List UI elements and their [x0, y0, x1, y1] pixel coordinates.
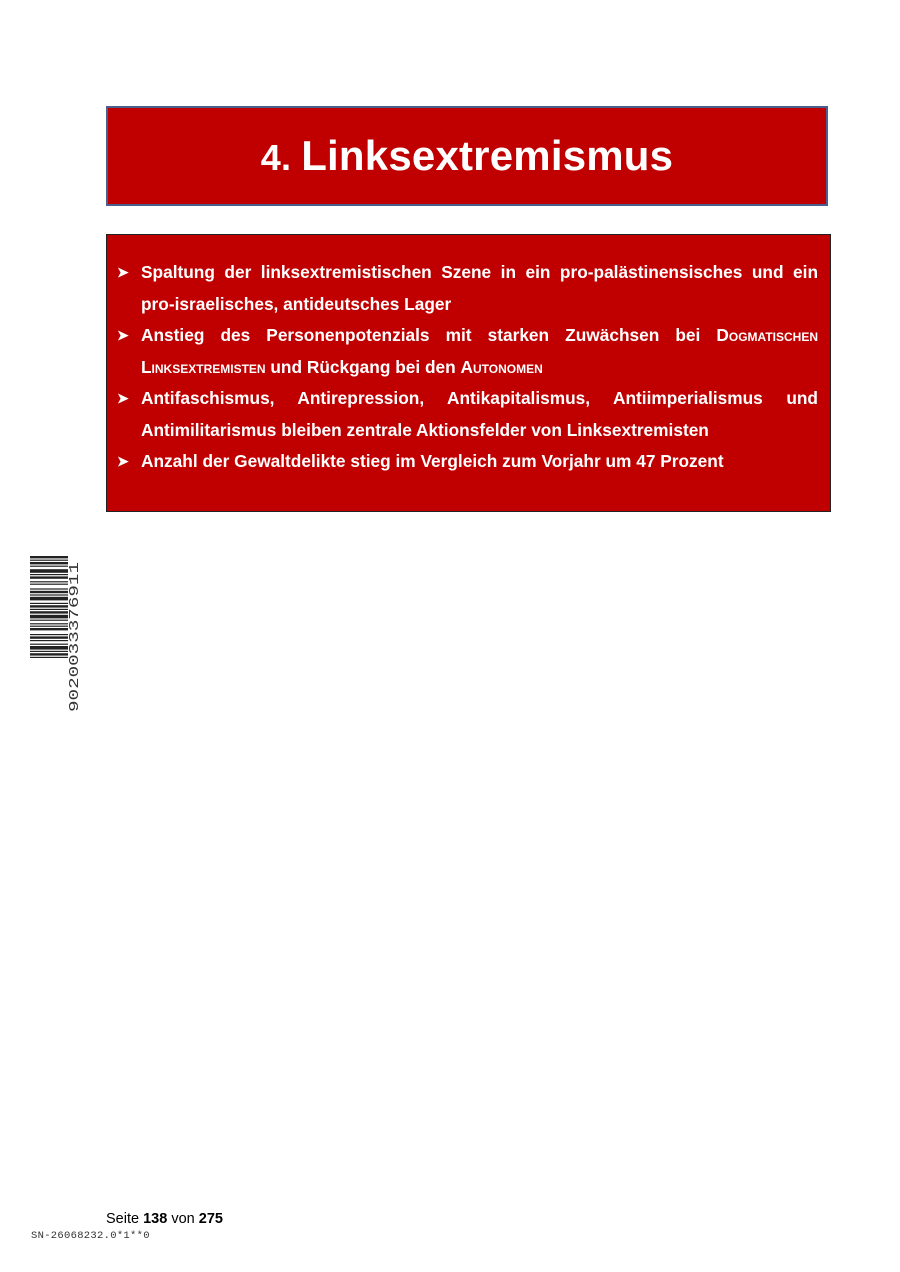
arrowhead-bullet-icon: ➤	[117, 453, 129, 469]
page-total: 275	[198, 1211, 223, 1227]
summary-item-3	[117, 383, 818, 446]
barcode-bar	[30, 603, 68, 604]
barcode-bars	[30, 556, 68, 658]
barcode-bar	[30, 588, 68, 589]
summary-item-text: Anstieg des Personenpotenzials mit starken Zuwächsen bei	[141, 325, 717, 345]
summary-item-1	[117, 257, 818, 320]
barcode-bar	[30, 584, 68, 585]
page-number	[106, 1211, 223, 1227]
barcode-bar	[30, 605, 68, 607]
document-code: SN-26068232.0*1**0	[31, 1230, 150, 1242]
barcode-bar	[30, 620, 68, 621]
barcode-bar	[30, 640, 68, 641]
barcode-bar	[30, 594, 68, 595]
barcode-bar	[30, 634, 68, 635]
arrowhead-bullet-icon: ➤	[117, 390, 129, 406]
barcode-bar	[30, 646, 68, 650]
barcode-bar	[30, 597, 68, 601]
barcode-bar	[30, 576, 68, 578]
barcode-bar	[30, 581, 68, 582]
page-prefix: Seite	[106, 1211, 140, 1227]
page-separator: von	[171, 1211, 195, 1227]
barcode-bar	[30, 562, 68, 564]
barcode-bar	[30, 560, 68, 561]
barcode-digits: 9020033376911	[68, 606, 83, 712]
summary-term-autonome: Autonomen	[460, 356, 543, 377]
barcode-bar	[30, 574, 68, 575]
barcode-bar	[30, 636, 68, 638]
barcode-bar	[30, 591, 68, 593]
barcode-bar	[30, 626, 68, 627]
summary-item-text: Antifaschismus, Antirepression, Antikapitalismus, Antiimperialismus und Antimilitarismus bleiben zentrale Aktionsfelder von Linksextremisten	[141, 388, 818, 440]
chapter-title-text: Linksextremismus	[301, 132, 674, 179]
page-current: 138	[143, 1211, 168, 1227]
barcode-bar	[30, 609, 68, 610]
summary-item-4	[117, 446, 818, 478]
barcode-bar	[30, 615, 68, 619]
summary-item-text: Spaltung der linksextremistischen Szene in ein pro-palästinensisches und ein pro-israelisches, antideutsches Lager	[141, 262, 818, 314]
summary-list	[117, 257, 818, 478]
barcode-bar	[30, 644, 68, 645]
summary-item-2	[117, 320, 818, 383]
barcode-bar	[30, 651, 68, 652]
barcode-bar	[30, 653, 68, 655]
barcode	[30, 556, 83, 714]
summary-item-text: und Rückgang bei den	[265, 356, 461, 377]
barcode-bar	[30, 628, 68, 630]
chapter-title	[261, 132, 673, 180]
chapter-title-box	[106, 106, 828, 206]
barcode-bar	[30, 556, 68, 558]
barcode-bar	[30, 657, 68, 658]
barcode-bar	[30, 566, 68, 567]
arrowhead-bullet-icon: ➤	[117, 264, 129, 280]
summary-item-text: Anzahl der Gewaltdelikte stieg im Vergleich zum Vorjahr um 47 Prozent	[141, 451, 724, 471]
chapter-number: 4.	[260, 137, 292, 178]
summary-term-dogmatische: Dogmatischen Linksextremisten	[141, 325, 818, 377]
summary-box	[106, 234, 831, 512]
arrowhead-bullet-icon: ➤	[117, 327, 129, 343]
barcode-bar	[30, 611, 68, 613]
barcode-bar	[30, 569, 68, 573]
barcode-bar	[30, 623, 68, 624]
